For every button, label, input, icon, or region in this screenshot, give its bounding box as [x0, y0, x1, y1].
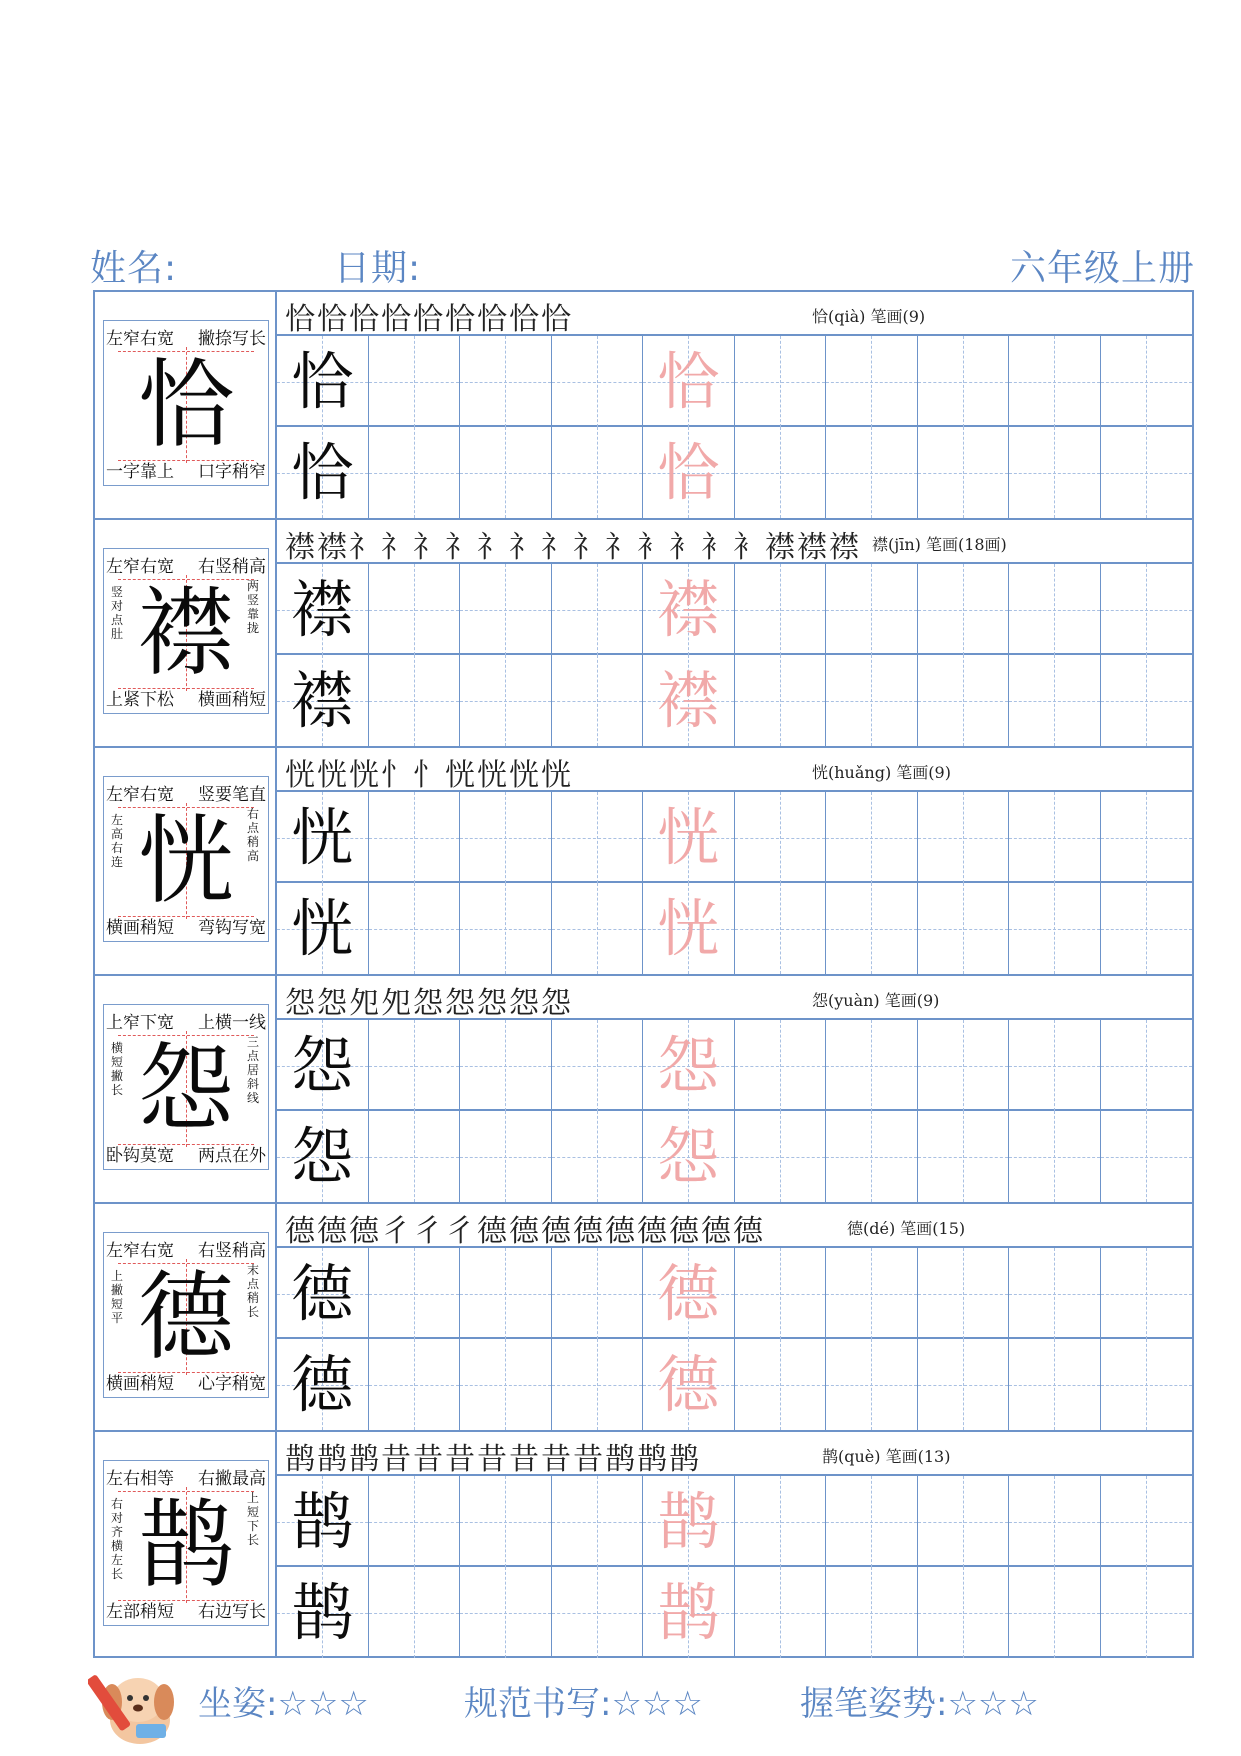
practice-area: [277, 1432, 1192, 1658]
practice-cell[interactable]: [460, 336, 552, 427]
practice-cell[interactable]: [552, 655, 644, 746]
practice-cell[interactable]: [826, 427, 918, 518]
example-character: 恰: [291, 345, 354, 418]
character-block: [95, 748, 1192, 976]
page-header: [90, 240, 1195, 289]
writing-tip: 右竖稍高: [198, 1241, 266, 1261]
practice-cell[interactable]: [369, 336, 461, 427]
writing-tip: 上窄下宽: [106, 1013, 174, 1033]
practice-area: [277, 292, 1192, 518]
pen-grip-rating: 握笔姿势:☆☆☆: [800, 1684, 1039, 1724]
example-character: 鹊: [291, 1485, 354, 1558]
sitting-posture-rating: 坐姿:☆☆☆: [198, 1684, 369, 1724]
writing-tip: 左窄右宽: [106, 1241, 174, 1261]
trace-character: 怨: [657, 1029, 720, 1102]
example-character: 德: [291, 1348, 354, 1421]
practice-cell[interactable]: [1009, 1111, 1101, 1202]
practice-cell[interactable]: [1101, 1476, 1193, 1567]
model-character: 襟: [138, 577, 234, 689]
practice-cell[interactable]: [1101, 1567, 1193, 1658]
practice-cell[interactable]: [826, 1111, 918, 1202]
practice-cell[interactable]: [1101, 1020, 1193, 1111]
writing-tip: 横画稍短: [106, 918, 174, 938]
practice-cell[interactable]: [552, 792, 644, 883]
model-card: [103, 1460, 269, 1626]
stroke-order-sequence: 恍恍恍忄忄恍恍恍恍: [285, 758, 573, 793]
practice-sheet: [93, 290, 1194, 1658]
page-footer: [90, 1670, 1200, 1730]
example-character: 襟: [291, 664, 354, 737]
left-note: 右对齐横左长: [110, 1497, 123, 1581]
model-character: 德: [138, 1261, 234, 1373]
practice-cell[interactable]: [277, 1567, 369, 1658]
writing-tip: 竖要笔直: [198, 785, 266, 805]
practice-cell[interactable]: [643, 336, 735, 427]
model-panel: [95, 520, 277, 746]
stroke-order-sequence: 恰恰恰恰恰恰恰恰恰: [285, 302, 573, 337]
practice-cell[interactable]: [1009, 564, 1101, 655]
practice-row: [277, 427, 1192, 518]
practice-cell[interactable]: [460, 1020, 552, 1111]
practice-cell[interactable]: [735, 1567, 827, 1658]
practice-cell[interactable]: [552, 1476, 644, 1567]
practice-cell[interactable]: [369, 883, 461, 974]
practice-cell[interactable]: [643, 1476, 735, 1567]
trace-character: 德: [657, 1348, 720, 1421]
practice-cell[interactable]: [735, 564, 827, 655]
model-card: [103, 1004, 269, 1170]
practice-cell[interactable]: [369, 792, 461, 883]
practice-row: [277, 883, 1192, 974]
date-label: 日期:: [334, 248, 422, 289]
practice-cell[interactable]: [643, 1111, 735, 1202]
character-info: 恰(qià) 笔画(9): [812, 307, 926, 326]
model-character: 恰: [138, 349, 234, 461]
practice-cell[interactable]: [1101, 792, 1193, 883]
example-character: 恍: [291, 892, 354, 965]
writing-tip: 上横一线: [198, 1013, 266, 1033]
practice-cell[interactable]: [826, 883, 918, 974]
practice-cell[interactable]: [735, 792, 827, 883]
model-character: 恍: [138, 805, 234, 917]
practice-cell[interactable]: [1101, 564, 1193, 655]
practice-cell[interactable]: [918, 1567, 1010, 1658]
stroke-order-sequence: 鹊鹊鹊昔昔昔昔昔昔昔鹊鹊鹊: [285, 1442, 701, 1477]
practice-cell[interactable]: [735, 883, 827, 974]
practice-cell[interactable]: [1009, 655, 1101, 746]
practice-cell[interactable]: [1009, 1476, 1101, 1567]
practice-cell[interactable]: [369, 655, 461, 746]
trace-character: 襟: [657, 573, 720, 646]
practice-cell[interactable]: [643, 1248, 735, 1339]
trace-character: 恰: [657, 345, 720, 418]
stroke-order-row: [277, 976, 1192, 1020]
writing-tip: 左右相等: [106, 1469, 174, 1489]
trace-character: 鹊: [657, 1485, 720, 1558]
writing-tip: 右撇最高: [198, 1469, 266, 1489]
left-note: 竖对点肚: [110, 585, 123, 641]
grade-label: 六年级上册: [1009, 248, 1195, 289]
practice-cell[interactable]: [918, 1020, 1010, 1111]
writing-tip: 横画稍短: [106, 1374, 174, 1394]
practice-area: [277, 520, 1192, 746]
model-character: 鹊: [138, 1489, 234, 1601]
stroke-order-sequence: 襟襟礻礻礻礻礻礻礻礻礻衤衤衤衤襟襟襟: [285, 530, 861, 565]
practice-cell[interactable]: [1101, 655, 1193, 746]
practice-cell[interactable]: [735, 1020, 827, 1111]
practice-cell[interactable]: [277, 1020, 369, 1111]
practice-cell[interactable]: [277, 336, 369, 427]
left-note: 上撇短平: [110, 1269, 123, 1325]
stroke-order-row: [277, 292, 1192, 336]
writing-tip: 上紧下松: [106, 690, 174, 710]
right-note: 末点稍长: [246, 1263, 259, 1319]
writing-standard-rating: 规范书写:☆☆☆: [464, 1684, 703, 1724]
practice-cell[interactable]: [1009, 1567, 1101, 1658]
stroke-order-row: [277, 520, 1192, 564]
practice-cell[interactable]: [460, 655, 552, 746]
practice-cell[interactable]: [1009, 792, 1101, 883]
practice-row: [277, 1339, 1192, 1430]
practice-cell[interactable]: [918, 427, 1010, 518]
practice-cell[interactable]: [460, 1567, 552, 1658]
practice-cell[interactable]: [643, 883, 735, 974]
practice-cell[interactable]: [277, 427, 369, 518]
writing-tip: 左窄右宽: [106, 329, 174, 349]
model-card: [103, 320, 269, 486]
practice-cell[interactable]: [277, 1111, 369, 1202]
practice-cell[interactable]: [277, 792, 369, 883]
practice-cell[interactable]: [552, 1248, 644, 1339]
practice-cell[interactable]: [826, 655, 918, 746]
writing-tip: 右竖稍高: [198, 557, 266, 577]
practice-cell[interactable]: [369, 1567, 461, 1658]
practice-cell[interactable]: [1101, 1111, 1193, 1202]
practice-cell[interactable]: [1101, 883, 1193, 974]
practice-cell[interactable]: [918, 336, 1010, 427]
practice-cell[interactable]: [735, 1339, 827, 1430]
practice-cell[interactable]: [643, 1567, 735, 1658]
practice-cell[interactable]: [552, 883, 644, 974]
character-block: [95, 1432, 1192, 1660]
practice-cell[interactable]: [277, 1476, 369, 1567]
practice-cell[interactable]: [1101, 427, 1193, 518]
practice-cell[interactable]: [826, 1248, 918, 1339]
practice-cell[interactable]: [552, 564, 644, 655]
practice-cell[interactable]: [460, 792, 552, 883]
model-panel: [95, 1432, 277, 1658]
stroke-order-row: [277, 1204, 1192, 1248]
writing-tip: 横画稍短: [198, 690, 266, 710]
trace-character: 恰: [657, 436, 720, 509]
practice-cell[interactable]: [643, 564, 735, 655]
practice-cell[interactable]: [918, 655, 1010, 746]
practice-cell[interactable]: [552, 1111, 644, 1202]
practice-cell[interactable]: [369, 1339, 461, 1430]
left-note: 横短撇长: [110, 1041, 123, 1097]
practice-cell[interactable]: [918, 1111, 1010, 1202]
practice-cell[interactable]: [277, 564, 369, 655]
trace-character: 德: [657, 1257, 720, 1330]
model-character: 怨: [138, 1033, 234, 1145]
practice-cell[interactable]: [369, 1476, 461, 1567]
practice-cell[interactable]: [1101, 336, 1193, 427]
practice-cell[interactable]: [918, 883, 1010, 974]
practice-row: [277, 1248, 1192, 1339]
practice-cell[interactable]: [1009, 1248, 1101, 1339]
practice-cell[interactable]: [918, 564, 1010, 655]
practice-row: [277, 564, 1192, 655]
left-note: 左高右连: [110, 813, 123, 869]
right-note: 两竖靠拢: [246, 579, 259, 635]
practice-cell[interactable]: [826, 1020, 918, 1111]
practice-cell[interactable]: [1101, 1248, 1193, 1339]
practice-cell[interactable]: [826, 1339, 918, 1430]
right-note: 右点稍高: [246, 807, 259, 863]
practice-cell[interactable]: [369, 564, 461, 655]
stroke-order-row: [277, 748, 1192, 792]
example-character: 怨: [291, 1029, 354, 1102]
character-block: [95, 976, 1192, 1204]
practice-cell[interactable]: [1009, 1020, 1101, 1111]
practice-cell[interactable]: [1009, 1339, 1101, 1430]
practice-cell[interactable]: [277, 883, 369, 974]
writing-tip: 一字靠上: [106, 462, 174, 482]
trace-character: 怨: [657, 1120, 720, 1193]
right-note: 三点居斜线: [246, 1035, 259, 1105]
writing-tip: 左窄右宽: [106, 557, 174, 577]
practice-row: [277, 336, 1192, 427]
practice-row: [277, 1020, 1192, 1111]
name-label: 姓名:: [90, 248, 178, 289]
practice-cell[interactable]: [1101, 1339, 1193, 1430]
practice-row: [277, 655, 1192, 746]
practice-cell[interactable]: [277, 1248, 369, 1339]
practice-cell[interactable]: [277, 655, 369, 746]
trace-character: 鹊: [657, 1576, 720, 1649]
practice-cell[interactable]: [460, 1476, 552, 1567]
stroke-order-row: [277, 1432, 1192, 1476]
practice-cell[interactable]: [1009, 336, 1101, 427]
model-card: [103, 548, 269, 714]
practice-cell[interactable]: [552, 427, 644, 518]
practice-cell[interactable]: [735, 336, 827, 427]
model-panel: [95, 976, 277, 1202]
practice-cell[interactable]: [735, 1476, 827, 1567]
practice-cell[interactable]: [552, 1339, 644, 1430]
character-info: 恍(huǎng) 笔画(9): [812, 763, 951, 782]
practice-cell[interactable]: [918, 1476, 1010, 1567]
trace-character: 襟: [657, 664, 720, 737]
practice-cell[interactable]: [826, 1476, 918, 1567]
writing-tip: 卧钩莫宽: [106, 1146, 174, 1166]
practice-cell[interactable]: [826, 336, 918, 427]
example-character: 怨: [291, 1120, 354, 1193]
trace-character: 恍: [657, 892, 720, 965]
practice-cell[interactable]: [460, 1111, 552, 1202]
character-info: 怨(yuàn) 笔画(9): [812, 991, 940, 1010]
practice-cell[interactable]: [918, 1248, 1010, 1339]
writing-tip: 两点在外: [198, 1146, 266, 1166]
practice-cell[interactable]: [735, 427, 827, 518]
practice-cell[interactable]: [1009, 883, 1101, 974]
practice-area: [277, 1204, 1192, 1430]
practice-cell[interactable]: [826, 792, 918, 883]
character-info: 襟(jīn) 笔画(18画): [872, 535, 1007, 554]
trace-character: 恍: [657, 801, 720, 874]
practice-cell[interactable]: [460, 883, 552, 974]
writing-tip: 口字稍窄: [198, 462, 266, 482]
practice-cell[interactable]: [277, 1339, 369, 1430]
example-character: 鹊: [291, 1576, 354, 1649]
practice-cell[interactable]: [826, 564, 918, 655]
practice-cell[interactable]: [460, 1339, 552, 1430]
practice-cell[interactable]: [369, 427, 461, 518]
practice-cell[interactable]: [460, 427, 552, 518]
writing-tip: 撇捺写长: [198, 329, 266, 349]
practice-row: [277, 1111, 1192, 1202]
practice-cell[interactable]: [1009, 427, 1101, 518]
practice-area: [277, 748, 1192, 974]
stroke-order-sequence: 怨怨夗夗怨怨怨怨怨: [285, 986, 573, 1021]
practice-cell[interactable]: [369, 1111, 461, 1202]
practice-row: [277, 1567, 1192, 1658]
writing-tip: 左部稍短: [106, 1602, 174, 1622]
character-block: [95, 1204, 1192, 1432]
practice-cell[interactable]: [918, 1339, 1010, 1430]
practice-cell[interactable]: [918, 792, 1010, 883]
example-character: 德: [291, 1257, 354, 1330]
practice-area: [277, 976, 1192, 1202]
practice-cell[interactable]: [460, 1248, 552, 1339]
practice-row: [277, 792, 1192, 883]
model-panel: [95, 292, 277, 518]
model-panel: [95, 1204, 277, 1430]
practice-cell[interactable]: [552, 1567, 644, 1658]
practice-cell[interactable]: [643, 792, 735, 883]
practice-cell[interactable]: [369, 1248, 461, 1339]
model-card: [103, 776, 269, 942]
practice-cell[interactable]: [369, 1020, 461, 1111]
practice-cell[interactable]: [643, 427, 735, 518]
writing-tip: 心字稍宽: [198, 1374, 266, 1394]
practice-row: [277, 1476, 1192, 1567]
practice-cell[interactable]: [735, 1111, 827, 1202]
practice-cell[interactable]: [643, 1339, 735, 1430]
practice-cell[interactable]: [643, 1020, 735, 1111]
practice-cell[interactable]: [460, 564, 552, 655]
practice-cell[interactable]: [735, 1248, 827, 1339]
model-card: [103, 1232, 269, 1398]
practice-cell[interactable]: [552, 1020, 644, 1111]
writing-tip: 右边写长: [198, 1602, 266, 1622]
right-note: 上短下长: [246, 1491, 259, 1547]
writing-tip: 弯钩写宽: [198, 918, 266, 938]
character-block: [95, 520, 1192, 748]
example-character: 恰: [291, 436, 354, 509]
character-info: 德(dé) 笔画(15): [847, 1219, 966, 1238]
practice-cell[interactable]: [826, 1567, 918, 1658]
stroke-order-sequence: 德德德彳彳彳德德德德德德德德德: [285, 1214, 765, 1249]
example-character: 恍: [291, 801, 354, 874]
writing-tip: 左窄右宽: [106, 785, 174, 805]
practice-cell[interactable]: [735, 655, 827, 746]
puppy-mascot-icon: [88, 1662, 192, 1748]
model-panel: [95, 748, 277, 974]
practice-cell[interactable]: [552, 336, 644, 427]
example-character: 襟: [291, 573, 354, 646]
practice-cell[interactable]: [643, 655, 735, 746]
character-block: [95, 292, 1192, 520]
character-info: 鹊(què) 笔画(13): [822, 1447, 951, 1466]
